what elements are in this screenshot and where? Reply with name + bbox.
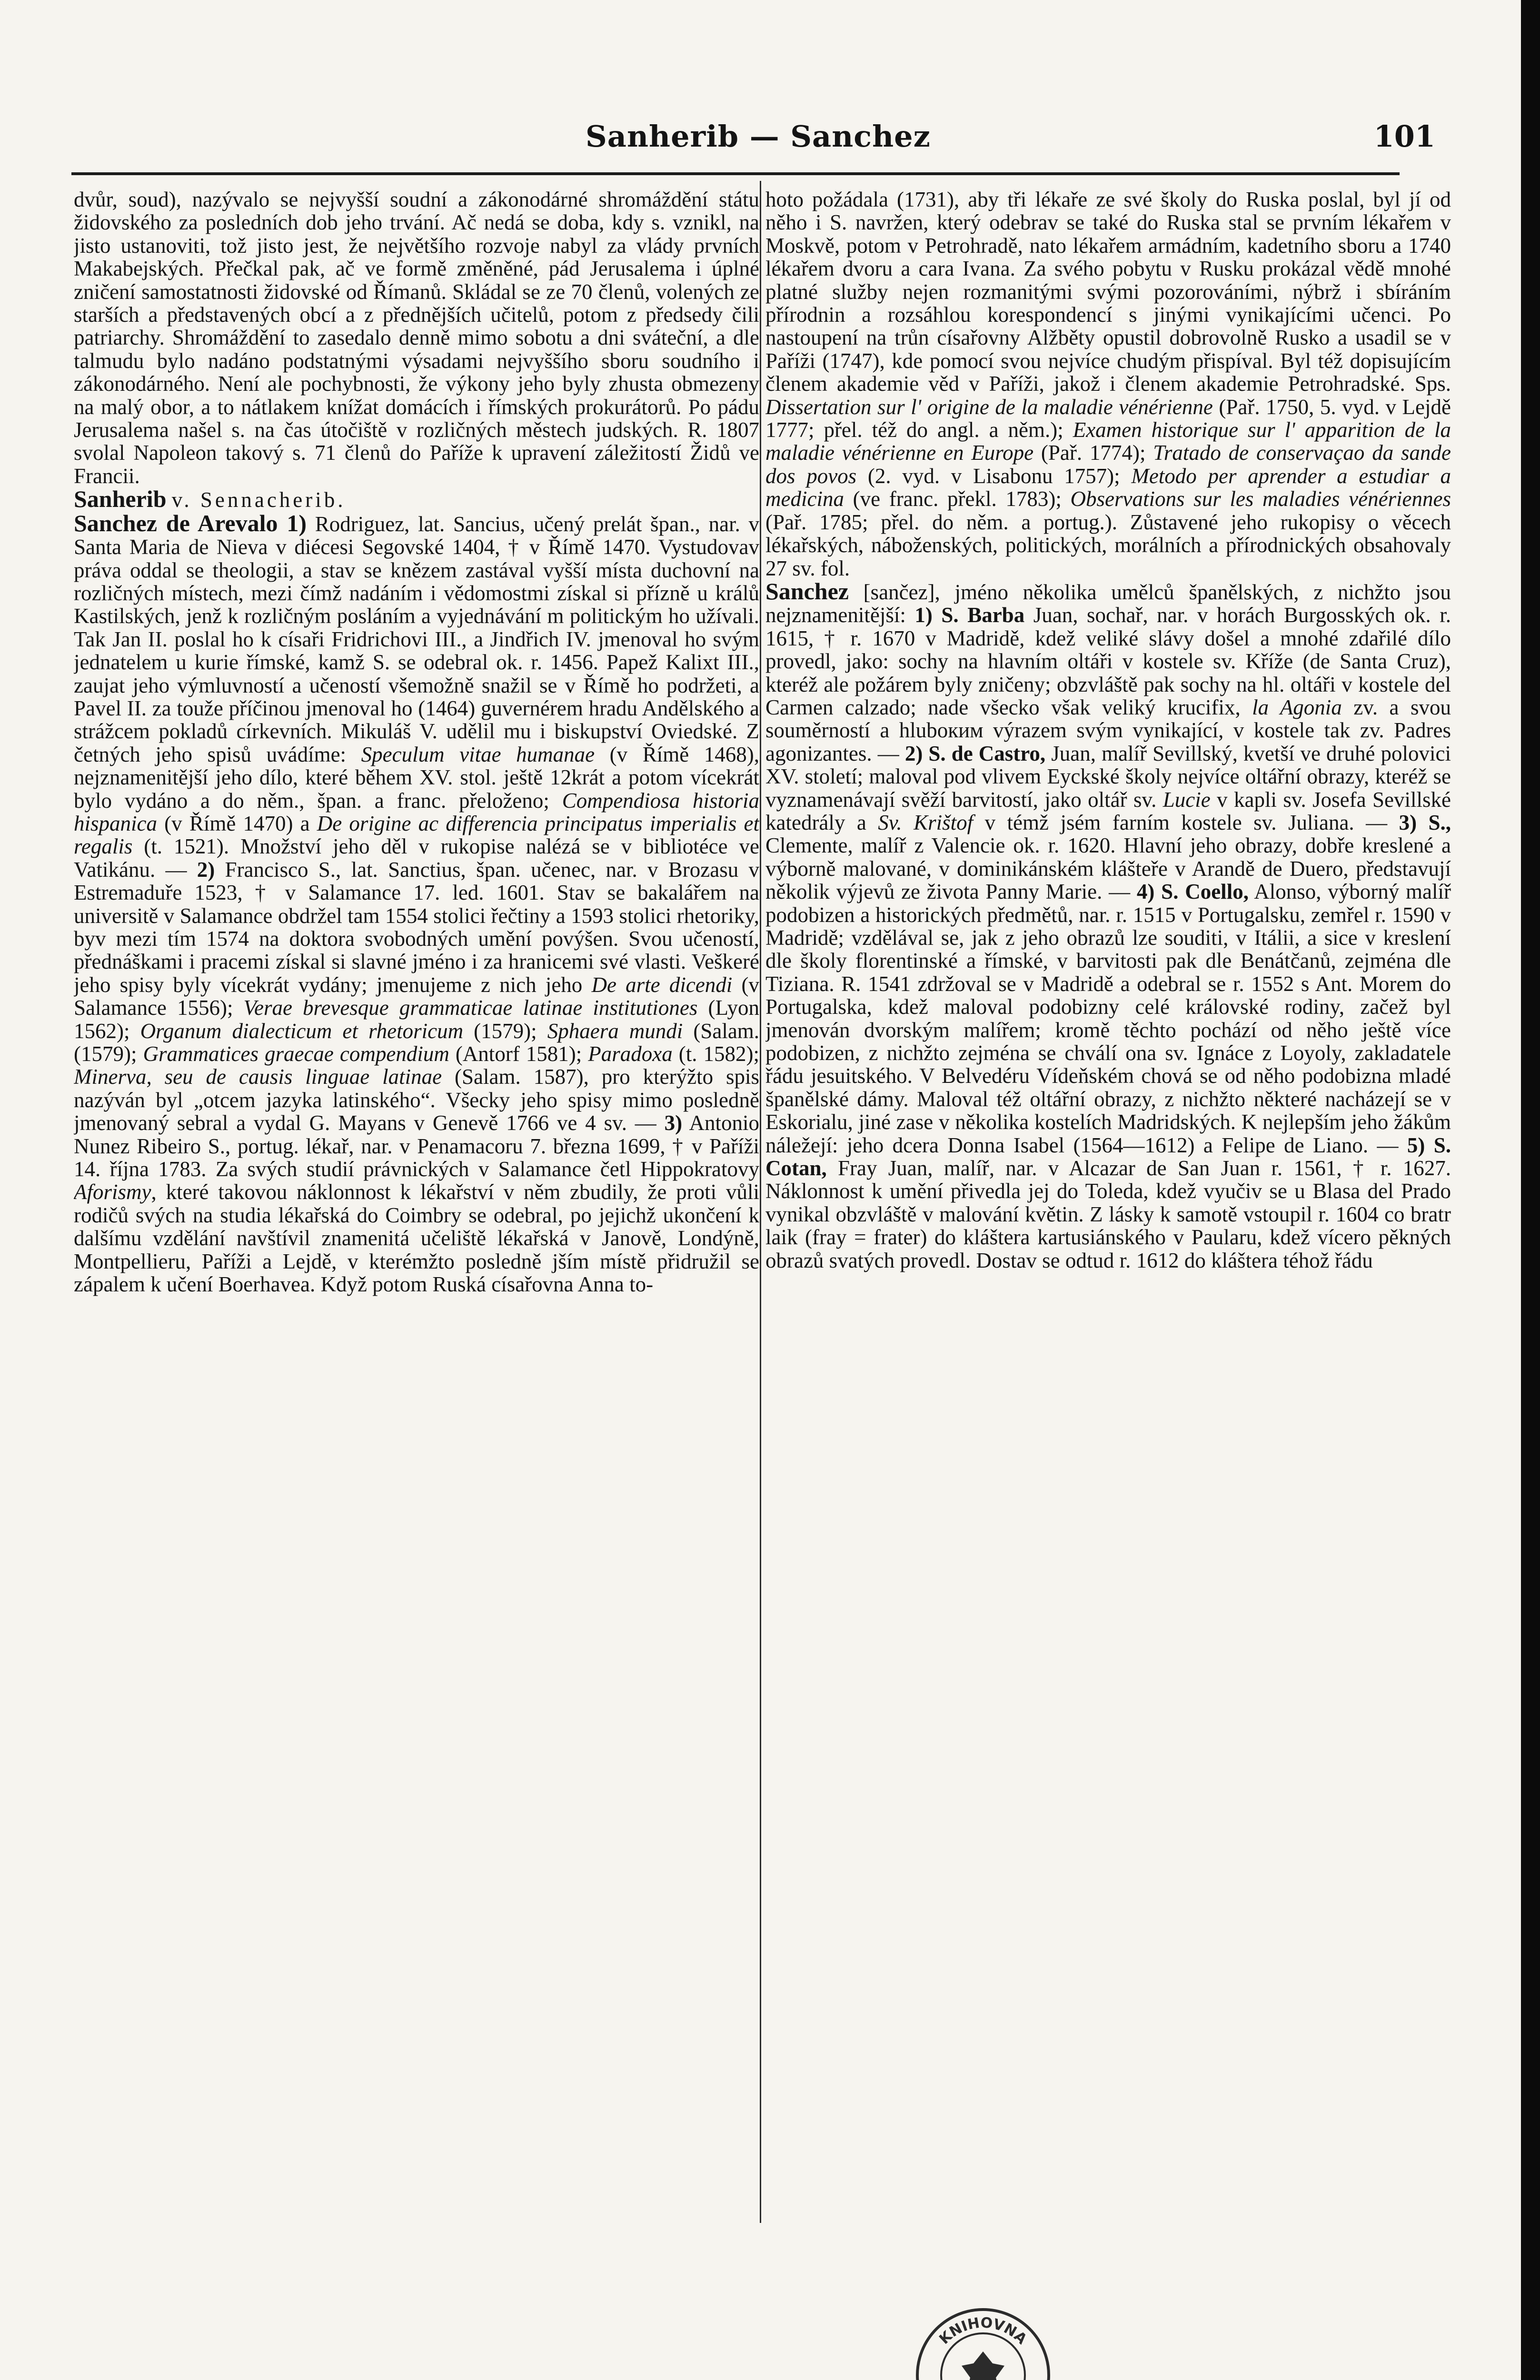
sub-entry-number: 2) bbox=[197, 857, 215, 882]
entry-text: Francisco S., lat. Sanctius, špan. učenec, nar. v Brozasu v Estremaduře 1523, † v Salamance 17. led. 1601. Stav se bakalářem na universitě v Salamance obdržel tam 1554 stolici řečtiny a 1593 stolici rhetoriky, byv mezi tím 1574 na doktora svobodných umění povýšen. Svou učeností, přednáškami i pracemi získal si slavné jméno i za hranicemi své vlasti. Veškeré jeho spisy byly vícekrát vydány; jmenujeme z nich jeho bbox=[74, 857, 759, 997]
work-title: Speculum vitae humanae bbox=[361, 742, 595, 766]
column-divider bbox=[760, 181, 761, 2223]
work-title: la Agonia bbox=[1252, 695, 1342, 719]
stamp-lion-emblem bbox=[962, 2351, 1004, 2380]
entry-text: Juan, malíř Sevillský, kvetší ve druhé polovici XV. století; maloval pod vlivem Eyckské školy nejvíce oltářní obrazy, kteréž se vyznamenávají svěží barvitostí, jako oltář sv. bbox=[765, 741, 1451, 812]
entry-text: (Antorf 1581); bbox=[455, 1042, 582, 1066]
entry-text: (v Salamance 1556); bbox=[74, 972, 759, 1020]
work-title: De origine ac differencia principatus imperialis et regalis bbox=[74, 811, 759, 859]
entry-text: (t. 1582); bbox=[678, 1042, 759, 1066]
stamp-text-top: KNIHOVNA bbox=[936, 2314, 1030, 2348]
entry-text: Juan, sochař, nar. v horách Burgosských ok. r. 1615, † r. 1670 v Madridě, kdež veliké slávy došel a mnohé zdařilé dílo provedl, jako: sochy na hlavním oltáři v kostele sv. Kříže (de Santa Cruz), kteréž ale požárem byly zničeny; obzvláště pak sochy na hl. oltáři v kostele del Carmen calzado; nade všecko však veliký krucifix, bbox=[765, 603, 1451, 719]
entry-antonio-continued bbox=[765, 188, 1451, 580]
entry-text: zv. a svou souměrností a hluboким výrazem svým vynikající, v kostele tak zv. Padres agonizantes. — bbox=[765, 695, 1451, 765]
running-title: Sanherib — Sanchez bbox=[586, 119, 931, 154]
headword: Sanherib bbox=[74, 486, 167, 513]
work-title: Paradoxa bbox=[588, 1042, 673, 1066]
entry-text: (t. 1521). Množství jeho děl v rukopise nalézá se v bibliotéce ve Vatikánu. — bbox=[74, 834, 759, 882]
library-stamp bbox=[914, 2306, 1052, 2380]
right-column bbox=[765, 188, 1451, 2297]
entry-text: (Pař. 1785; přel. do něm. a portug.). Zůstavené jeho rukopisy o věcech lékařských, náboženských, politických, morálních a přírodnických obsahovaly 27 sv. fol. bbox=[765, 510, 1451, 580]
scan-border bbox=[1521, 0, 1540, 2380]
sub-entry-heading: 5) S. Cotan, bbox=[765, 1133, 1451, 1180]
entry-text: (1579); bbox=[474, 1019, 537, 1043]
entry-sanchez-de-arevalo bbox=[74, 509, 759, 1297]
sub-entry-heading: 4) S. Coello, bbox=[1136, 880, 1249, 904]
entry-text: (Salam. (1579); bbox=[74, 1019, 759, 1066]
entry-text: , které takovou náklonnost k lékařství v něm zbudily, že proti vůli rodičů svých na studia lékařská do Coimbry se odebral, po jejichž ukončení k dalšímu vzdělání navštívil znamenitá učeliště lékařská v Janově, Londýně, Montpellieru, Paříži a Lejdě, v kterémžto posledně jším místě přidružil se zápalem k učení Boerhavea. Když potom Ruská císařovna Anna to- bbox=[74, 1180, 759, 1297]
work-title: Verae brevesque grammaticae latinae institutiones bbox=[243, 996, 698, 1020]
sub-entry-number: 3) bbox=[664, 1111, 683, 1135]
entry-sanherib bbox=[74, 487, 759, 511]
work-title: Sv. Krištof bbox=[878, 810, 974, 834]
entry-text: (v Římě 1468), nejznamenitější jeho dílo, které během XV. stol. ještě 12krát a potom vícekrát bylo vydáno a do něm., špan. a franc. přeloženo; bbox=[74, 742, 759, 813]
work-title: Minerva, seu de causis linguae latinae bbox=[74, 1065, 442, 1089]
work-title: Dissertation sur l' origine de la maladie vénérienne bbox=[765, 395, 1213, 419]
entry-text: v témž jsém farním kostele sv. Juliana. — bbox=[984, 810, 1388, 834]
header-rule bbox=[71, 172, 1400, 175]
entry-text: (Pař. 1774); bbox=[1041, 441, 1146, 465]
headword: Sanchez bbox=[765, 577, 849, 605]
entry-text: Alonso, výborný malíř podobizen a historických předmětů, nar. r. 1515 v Portugalsku, zemřel r. 1590 v Madridě; vzdělával se, jak z jeho obrazů lze souditi, v Itálii, a sice v kreslení dle školy florentinské a římské, v barvitosti pak dle Benátčanů, zejména dle Tiziana. R. 1541 zdržoval se v Madridě a odebral se r. 1552 s Ant. Morem do Portugalska, kdež maloval podobizny celé královské rodiny, začež byl jmenován dvorským malířem; kromě těchto pochází od něho ještě více podobizen, z nichžto zejména se chválí ona sv. Ignáce z Loyoly, zakladatele řádu jesuitského. V Belvedéru Vídeňském chová se od něho podobizna mladé španělské dámy. Maloval též oltářní obrazy, z nichžto některé nacházejí se v Eskorialu, jiné zase v několika kostelích Madridských. K nejlepším jeho žákům náležejí: jeho dcera Donna Isabel (1564—1612) a Felipe de Liano. — bbox=[765, 880, 1451, 1157]
page-number: 101 bbox=[1373, 119, 1435, 154]
work-title: De arte dicendi bbox=[591, 972, 733, 997]
entry-text: (2. vyd. v Lisabonu 1757); bbox=[867, 464, 1120, 488]
entry-text: (v Římě 1470) a bbox=[164, 811, 310, 835]
entry-text: Clemente, malíř z Valencie ok. r. 1620. Hlavní jeho obrazy, dobře kreslené a výborně malované, v dominikánském klášteře v Arandě de Duero, představují několik výjevů ze života Panny Marie. — bbox=[765, 833, 1451, 904]
work-title: Organum dialecticum et rhetoricum bbox=[140, 1019, 464, 1043]
entry-text: [sančez], jméno několika umělců španělských, z nichžto jsou nejznamenitější: bbox=[765, 580, 1451, 627]
page-header bbox=[105, 119, 1435, 162]
entry-text: (Lyon 1562); bbox=[74, 996, 759, 1043]
sub-entry-heading: 1) S. Barba bbox=[914, 603, 1025, 627]
work-title: Sphaera mundi bbox=[547, 1019, 683, 1043]
work-title: Aforismy bbox=[74, 1180, 151, 1204]
sanhedrin-entry-continued bbox=[74, 188, 759, 487]
entry-text: v kapli sv. Josefa Sevillské katedrály a bbox=[765, 787, 1451, 834]
work-title: Observations sur les maladies vénériennes bbox=[1070, 487, 1451, 511]
entry-text: dvůr, soud), nazývalo se nejvyšší soudní a zákonodárné shromáždění státu židovského za posledních dob jeho trvání. Ač nedá se doba, kdy s. vznikl, na jisto ustanoviti, tož jisto jest, že největšího rozvoje nabyl za vlády prvních Makabejských. Přečkal pak, ač ve formě změněné, pád Jerusalema i úplné zničení samostatnosti židovské od Římanů. Skládal se ze 70 členů, volených ze starších a představených obcí a z přednějších učitelů, potom z předsedy čili patriarchy. Shromáždění to zasedalo denně mimo sobotu a dni sváteční, a dle talmudu bylo nadáno podstatnými výsadami nejvyššího sboru soudního i zákonodárného. Není ale pochybnosti, že výkony jeho byly zhusta obmezeny na malý obor, a to nátlakem knížat domácích i římských prokurátorů. Po pádu Jerusalema našel s. na čas útočiště v rozličných městech judských. R. 1807 svolal Napoleon takový s. 71 členů do Paříže k upravení záležitostí Židů ve Francii. bbox=[74, 188, 759, 488]
entry-text: Antonio Nunez Ribeiro S., portug. lékař, nar. v Penamacoru 7. března 1699, † v Paříži 14. října 1783. Za svých studií právnických v Salamance četl Hippokratovy bbox=[74, 1111, 759, 1181]
work-title: Tratado de conservaçao da sande dos povos bbox=[765, 441, 1451, 488]
work-title: Examen historique sur l' apparition de la maladie vénérienne en Europe bbox=[765, 418, 1451, 465]
work-title: Lucie bbox=[1162, 787, 1211, 812]
entry-text: Rodriguez, lat. Sancius, učený prelát špan., nar. v Santa Maria de Nieva v diécesi Segovské 1404, † v Římě 1470. Vystudovav práva oddal se theologii, a stav se knězem zastával vyšší místa duchovní na rozličných místech, mezi čímž nadáním i vědomostmi získal si přízně u králů Kastilských, jenž k rozličným posláním a vyjednávání m politickým ho užívali. Tak Jan II. poslal ho k císaři Fridrichovi III., a Jindřich IV. jmenoval ho svým jednatelem u kurie římské, kamž S. se odebral ok. r. 1456. Papež Kalixt III., zaujat jeho výmluvností a učeností všemožně snažil se v Římě ho podržeti, a Pavel II. za touže příčinou jmenoval ho (1464) guvernérem hradu Andělského a strážcem pokladů církevních. Mikuláš V. udělil mu i biskupství Oviedské. Z četných jeho spisů uvádíme: bbox=[74, 512, 759, 766]
entry-text: (ve franc. překl. 1783); bbox=[853, 487, 1062, 511]
work-title: Compendiosa historia hispanica bbox=[74, 788, 759, 835]
entry-text: (Pař. 1750, 5. vyd. v Lejdě 1777; přel. též do angl. a něm.); bbox=[765, 395, 1451, 442]
cross-reference: v. Sennacherib. bbox=[171, 488, 346, 512]
entry-text: Fray Juan, malíř, nar. v Alcazar de San Juan r. 1561, † r. 1627. Náklonnost k umění přivedla jej do Toleda, kdež vyučiv se u Blasa del Prado vynikal obzvláště v malování květin. Z lásky k samotě vstoupil r. 1604 co bratr laik (fray = frater) do kláštera kartusiánského v Paularu, kdež vícero pěkných obrazů svatých provedl. Dostav se odtud r. 1612 do kláštera téhož řádu bbox=[765, 1156, 1451, 1272]
work-title: Metodo per aprender a estudiar a medicina bbox=[765, 464, 1451, 511]
work-title: Grammatices graecae compendium bbox=[143, 1042, 449, 1066]
entry-sanchez bbox=[765, 577, 1451, 1272]
entry-text: hoto požádala (1731), aby tři lékaře ze své školy do Ruska poslal, byl jí od něho i S. navržen, který odebrav se také do Ruska stal se prvním lékařem v Moskvě, potom v Petrohradě, nato lékařem armádním, kadetního sboru a 1740 lékařem dvoru a cara Ivana. Za svého pobytu v Rusku prokázal vědě mnohé platné služby nejen rozmanitými svými pozorováními, nýbrž i sbíráním přírodnin a rozsáhlou korespondencí s jinými vynikajícími učenci. Po nastoupení na trůn císařovny Alžběty opustil dobrovolně Rusko a usadil se v Paříži (1747), kde pomocí svou nejvíce chudým přispíval. Byl též dopisujícím členem akademie věd v Paříži, jakož i členem akademie Petrohradské. Sps. bbox=[765, 188, 1451, 396]
entry-text: (Salam. 1587), pro kterýžto spis nazýván byl „otcem jazyka latinského“. Všecky jeho spisy mimo posledně jmenovaný sebral a vydal G. Mayans v Genevě 1766 ve 4 sv. — bbox=[74, 1065, 759, 1135]
sub-entry-heading: 3) S., bbox=[1399, 810, 1451, 834]
headword: Sanchez de Arevalo 1) bbox=[74, 509, 307, 536]
left-column bbox=[74, 188, 759, 2297]
sub-entry-heading: 2) S. de Castro, bbox=[904, 741, 1046, 765]
